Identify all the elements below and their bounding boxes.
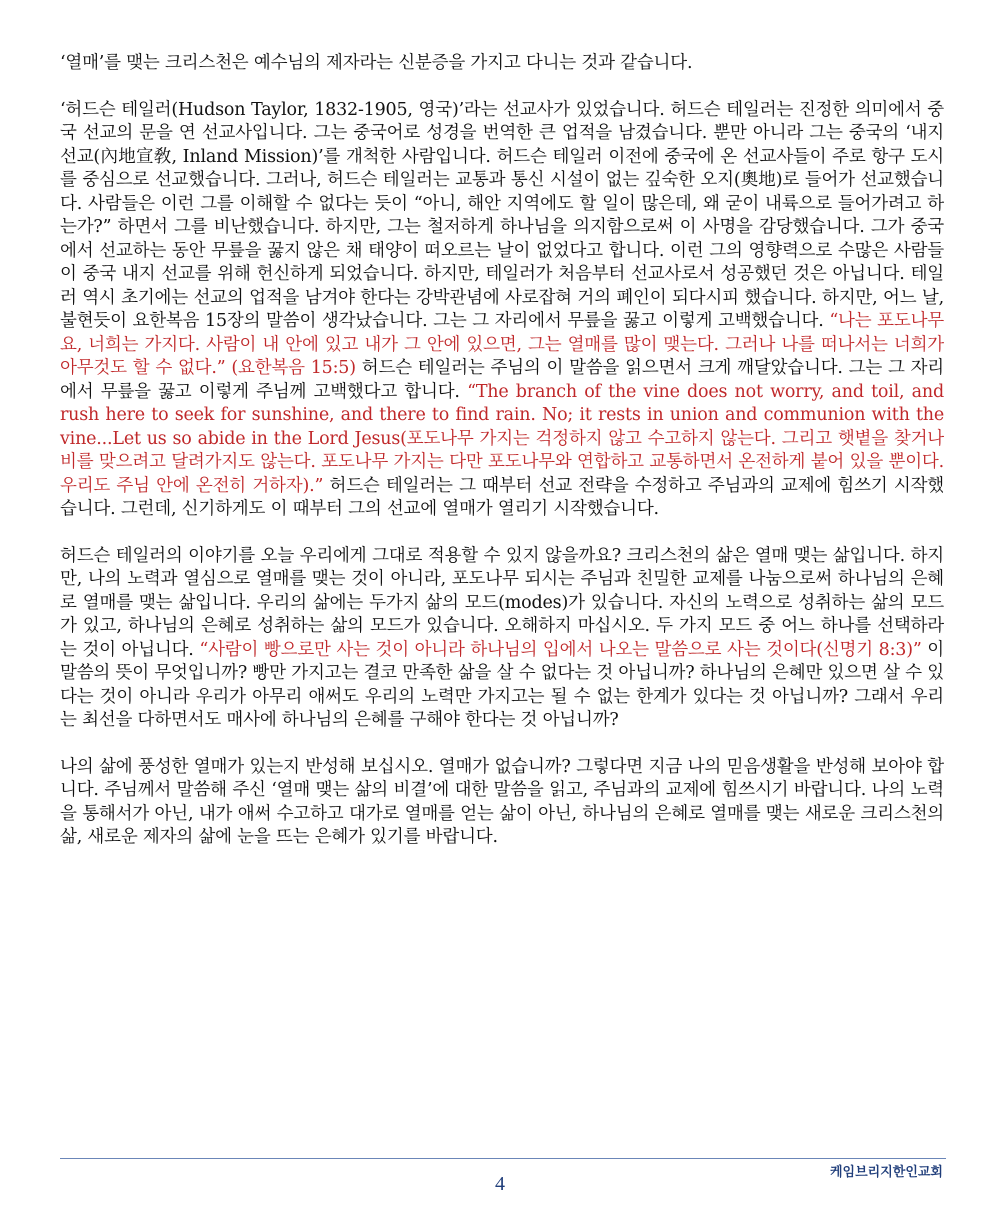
paragraph-3-text-b: 이 말씀의 뜻이 무엇입니까? 빵만 가지고는 결코 만족한 삶을 살 수 없다는 것 아닙니까? 하나님의 은혜만 있으면 살 수 있다는 것이 아니라 우리가 아무리 애써도 우리의 노력만 가지고는 될 수 없는 한계가 있다는 것 아닙니까? 그래서 우리는 최선을 다하면서도 매사에 하나님의 은혜를 구해야 한다는 것 아닙니까? xyxy=(60,639,944,730)
paragraph-2 xyxy=(60,99,944,522)
paragraph-4-text: 나의 삶에 풍성한 열매가 있는지 반성해 보십시오. 열매가 없습니까? 그렇다면 지금 나의 믿음생활을 반성해 보아야 합니다. 주님께서 말씀해 주신 ‘열매 맺는 삶의 비결’에 대한 말씀을 읽고, 주님과의 교제에 힘쓰시기 바랍니다. 나의 노력을 통해서가 아닌, 내가 애써 수고하고 대가로 열매를 얻는 삶이 아닌, 하나님의 은혜로 열매를 맺는 새로운 크리스천의 삶, 새로운 제자의 삶에 눈을 뜨는 은혜가 있기를 바랍니다. xyxy=(60,756,944,847)
hudson-taylor-quote: “The branch of the vine does not worry, and toil, and rush here to seek for sunshine, and there to find rain. No; it rests in union and communion with the vine...Let us so abide in the Lord Jesus(포도나무 가지는 걱정하지 않고 수고하지 않는다. 그리고 햇볕을 찾거나 비를 맞으려고 달려가지도 않는다. 포도나무 가지는 다만 포도나무와 연합하고 교통하면서 온전하게 붙어 있을 뿐이다. 우리도 주님 안에 온전히 거하자).” xyxy=(60,381,944,496)
paragraph-3 xyxy=(60,545,944,733)
scripture-quote-deuteronomy-8-3: “사람이 빵으로만 사는 것이 아니라 하나님의 입에서 나오는 말씀으로 사는 것이다(신명기 8:3)” xyxy=(199,639,922,660)
paragraph-1-text: ‘열매’를 맺는 크리스천은 예수님의 제자라는 신분증을 가지고 다니는 것과 같습니다. xyxy=(60,53,693,73)
paragraph-3-text-a: 허드슨 테일러의 이야기를 오늘 우리에게 그대로 적용할 수 있지 않을까요? 크리스천의 삶은 열매 맺는 삶입니다. 하지만, 나의 노력과 열심으로 열매를 맺는 것이 아니라, 포도나무 되시는 주님과 친밀한 교제를 나눔으로써 하나님의 은혜로 열매를 맺는 삶입니다. 우리의 삶에는 두가지 삶의 모드(modes)가 있습니다. 자신의 노력으로 성취하는 삶의 모드가 있고, 하나님의 은혜로 성취하는 삶의 모드가 있습니다. 오해하지 마십시오. 두 가지 모드 중 어느 하나를 선택하라는 것이 아닙니다. xyxy=(60,545,944,660)
page-number: 4 xyxy=(495,1173,505,1195)
paragraph-1 xyxy=(60,52,944,76)
paragraph-2-text-a: ‘허드슨 테일러(Hudson Taylor, 1832-1905, 영국)’라는 선교사가 있었습니다. 허드슨 테일러는 진정한 의미에서 중국 선교의 문을 연 선교사입니다. 그는 중국어로 성경을 번역한 큰 업적을 남겼습니다. 뿐만 아니라 그는 중국의 ‘내지 선교(內地宣敎, Inland Mission)’를 개척한 사람입니다. 허드슨 테일러 이전에 중국에 온 선교사들이 주로 항구 도시를 중심으로 선교했습니다. 그러나, 허드슨 테일러는 교통과 통신 시설이 없는 깊숙한 오지(奧地)로 들어가 선교했습니다. 사람들은 이런 그를 이해할 수 없다는 듯이 “아니, 해안 지역에도 할 일이 많은데, 왜 굳이 내륙으로 들어가려고 하는가?” 하면서 그를 비난했습니다. 하지만, 그는 철저하게 하나님을 의지함으로써 이 사명을 감당했습니다. 그가 중국에서 선교하는 동안 무릎을 꿇지 않은 채 태양이 떠오르는 날이 없었다고 합니다. 이런 그의 영향력으로 수많은 사람들이 중국 내지 선교를 위해 헌신하게 되었습니다. 하지만, 테일러가 처음부터 선교사로서 성공했던 것은 아닙니다. 테일러 역시 초기에는 선교의 업적을 남겨야 한다는 강박관념에 사로잡혀 거의 폐인이 되다시피 했습니다. 하지만, 어느 날, 불현듯이 요한복음 15장의 말씀이 생각났습니다. 그는 그 자리에서 무릎을 꿇고 이렇게 고백했습니다. xyxy=(60,99,944,331)
scripture-quote-john-15-5: “나는 포도나무요, 너희는 가지다. 사람이 내 안에 있고 내가 그 안에 있으면, 그는 열매를 많이 맺는다. 그러나 나를 떠나서는 너희가 아무것도 할 수 없다.” (요한복음 15:5) xyxy=(60,311,944,378)
paragraph-2-text-b: 허드슨 테일러는 주님의 이 말씀을 읽으면서 크게 깨달았습니다. 그는 그 자리에서 무릎을 꿇고 이렇게 주님께 고백했다고 합니다. xyxy=(60,358,944,402)
footer-divider xyxy=(60,1158,946,1159)
document-body xyxy=(60,52,944,873)
paragraph-2-text-c: 허드슨 테일러는 그 때부터 선교 전략을 수정하고 주님과의 교제에 힘쓰기 시작했습니다. 그런데, 신기하게도 이 때부터 그의 선교에 열매가 열리기 시작했습니다. xyxy=(60,475,944,519)
paragraph-4 xyxy=(60,756,944,850)
church-name: 케임브리지한인교회 xyxy=(829,1165,943,1180)
